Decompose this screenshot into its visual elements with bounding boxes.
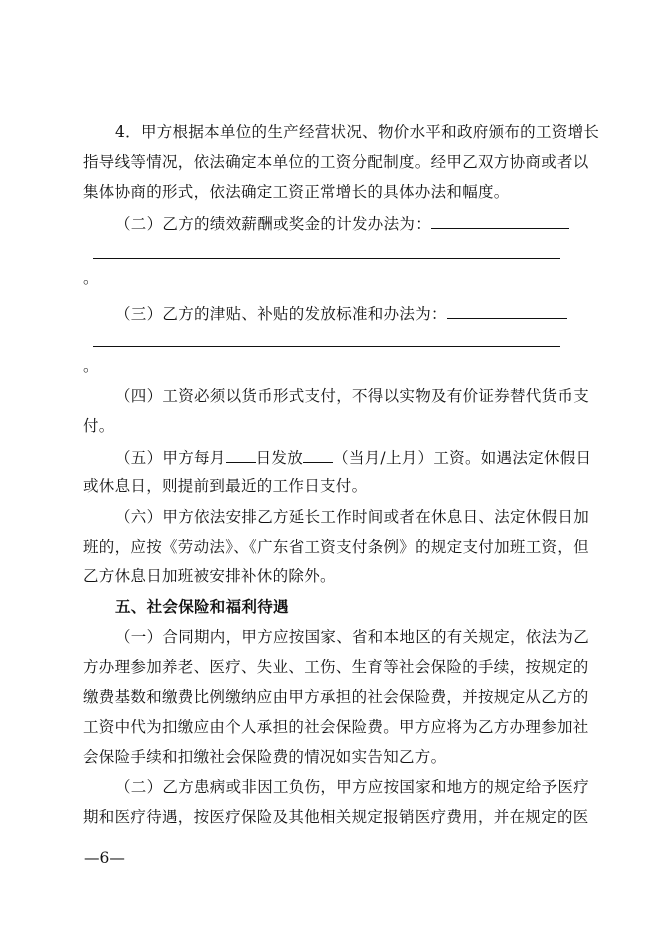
clause-4-line-1: （四）工资必须以货币形式支付，不得以实物及有价证券替代货币支: [115, 387, 590, 405]
clause-6-line-1: （六）甲方依法安排乙方延长工作时间或者在休息日、法定休假日加: [115, 508, 590, 526]
clause-2-blank[interactable]: [431, 212, 569, 229]
clause-6-line-3: 乙方休息日加班被安排补休的除外。: [83, 567, 336, 585]
subclause-1-line-3: 缴费基数和缴费比例缴纳应由甲方承担的社会保险费，并按规定从乙方的: [83, 688, 589, 706]
clause-5-month-blank[interactable]: [303, 446, 333, 463]
clause-2-end: 。: [83, 269, 99, 287]
subclause-2-line-2: 期和医疗待遇，按医疗保险及其他相关规定报销医疗费用，并在规定的医: [83, 808, 589, 826]
section-5-heading: 五、社会保险和福利待遇: [115, 597, 289, 616]
clause-5-line-2: 或休息日，则提前到最近的工作日支付。: [83, 477, 368, 495]
clause-2-blank-line[interactable]: [93, 258, 560, 259]
clause-3-line: [115, 302, 578, 324]
subclause-1-line-1: （一）合同期内，甲方应按国家、省和本地区的有关规定，依法为乙: [115, 628, 590, 646]
clause-3-text: （三）乙方的津贴、补贴的发放标准和办法为：: [115, 305, 447, 323]
subclause-1-line-4: 工资中代为扣缴应由个人承担的社会保险费。甲方应将为乙方办理参加社: [83, 718, 589, 736]
clause-5-pre: （五）甲方每月: [115, 449, 226, 467]
page-number: —6—: [84, 849, 125, 867]
clause-5-post: （当月/上月）工资。如遇法定休假日: [333, 449, 592, 467]
paragraph-4-line-3: 集体协商的形式，依法确定工资正常增长的具体办法和幅度。: [83, 183, 510, 201]
clause-5-line-1: [115, 446, 592, 468]
clause-2-text: （二）乙方的绩效薪酬或奖金的计发办法为：: [115, 215, 432, 233]
subclause-1-line-5: 会保险手续和扣缴社会保险费的情况如实告知乙方。: [83, 748, 447, 766]
paragraph-4-line-1: 4．甲方根据本单位的生产经营状况、物价水平和政府颁布的工资增长: [115, 123, 600, 141]
clause-3-blank-line[interactable]: [93, 346, 560, 347]
clause-5-day-blank[interactable]: [226, 446, 256, 463]
clause-5-mid: 日发放: [255, 449, 304, 467]
clause-2-line: [115, 212, 578, 234]
subclause-2-line-1: （二）乙方患病或非因工负伤，甲方应按国家和地方的规定给予医疗: [115, 778, 590, 796]
clause-3-end: 。: [83, 357, 99, 375]
subclause-1-line-2: 方办理参加养老、医疗、失业、工伤、生育等社会保险的手续，按规定的: [83, 658, 589, 676]
clause-3-blank[interactable]: [447, 302, 567, 319]
clause-6-line-2: 班的，应按《劳动法》、《广东省工资支付条例》的规定支付加班工资，但: [83, 538, 589, 556]
paragraph-4-line-2: 指导线等情况，依法确定本单位的工资分配制度。经甲乙双方协商或者以: [83, 153, 589, 171]
clause-4-line-2: 付。: [83, 417, 115, 435]
